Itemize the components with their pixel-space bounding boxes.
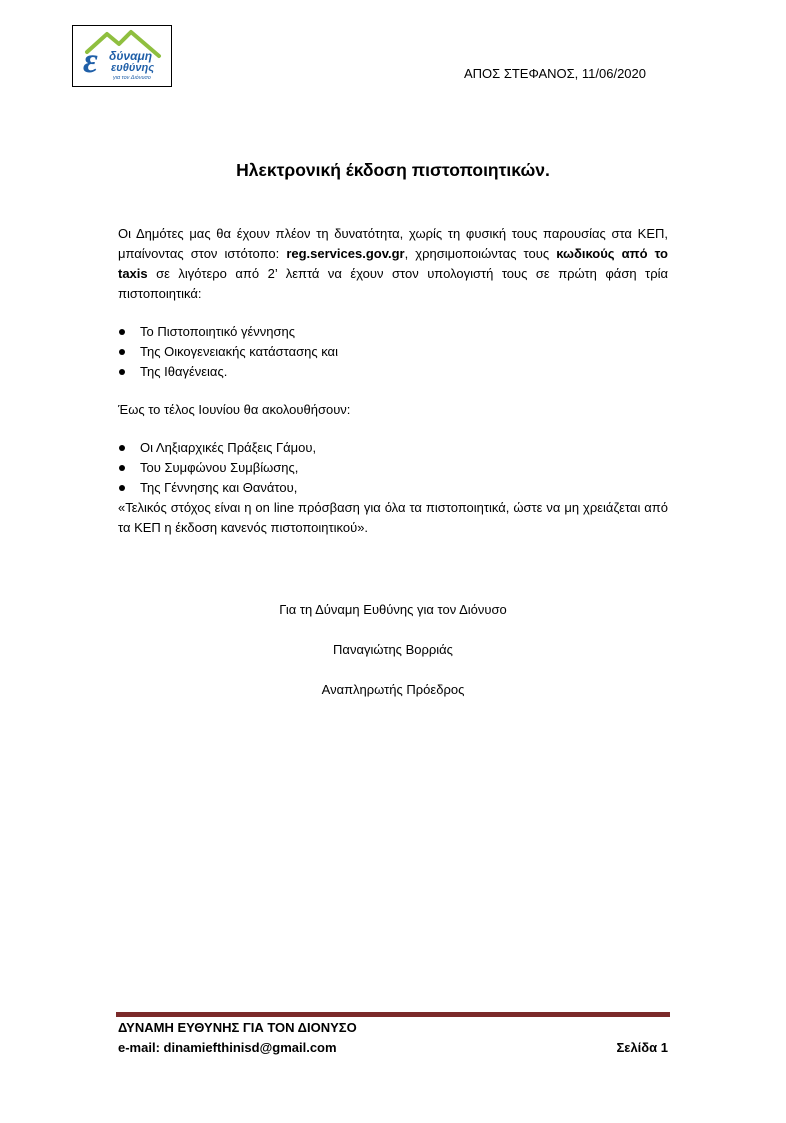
bullet-icon	[119, 369, 125, 375]
list-item: Της Γέννησης και Θανάτου,	[118, 478, 668, 498]
bullet-icon	[119, 349, 125, 355]
signature-name: Παναγιώτης Βορριάς	[333, 642, 453, 657]
until-paragraph: Έως το τέλος Ιουνίου θα ακολουθήσουν:	[118, 402, 351, 417]
footer-email: e-mail: dinamiefthinisd@gmail.com	[118, 1040, 337, 1055]
current-certificates-list	[118, 322, 668, 382]
logo-line-1: δύναμη	[109, 49, 153, 63]
bullet-icon	[119, 465, 125, 471]
list-item: Οι Ληξιαρχικές Πράξεις Γάμου,	[118, 438, 668, 458]
logo-line-3: για τον Διόνυσο	[113, 75, 151, 81]
logo-line-2: ευθύνης	[111, 62, 155, 74]
logo-letter: ε	[83, 40, 98, 80]
taxis-codes: κωδικούς από το taxis	[118, 246, 668, 281]
list-item: Της Ιθαγένειας.	[118, 362, 668, 382]
signature-role: Αναπληρωτής Πρόεδρος	[321, 682, 465, 697]
party-logo	[72, 25, 172, 87]
logo-graphic	[73, 26, 171, 86]
closing-quote: «Τελικός στόχος είναι η on line πρόσβαση για όλα τα πιστοποιητικά, ώστε να μη χρειάζεται από τα ΚΕΠ η έκδοση κανενός πιστοποιητικού».	[118, 500, 668, 535]
website-link: reg.services.gov.gr	[286, 246, 405, 261]
bullet-icon	[119, 485, 125, 491]
page-title: Ηλεκτρονική έκδοση πιστοποιητικών.	[236, 160, 550, 180]
page-number: Σελίδα 1	[616, 1040, 668, 1055]
bullet-icon	[119, 445, 125, 451]
footer-organization: ΔΥΝΑΜΗ ΕΥΘΥΝΗΣ ΓΙΑ ΤΟΝ ΔΙΟΝΥΣΟ	[118, 1020, 357, 1035]
intro-paragraph	[118, 224, 668, 304]
list-item: Το Πιστοποιητικό γέννησης	[118, 322, 668, 342]
header-date: ΑΠΟΣ ΣΤΕΦΑΝΟΣ, 11/06/2020	[464, 66, 646, 81]
intro-text-3: σε λιγότερο από 2’ λεπτά να έχουν στον υπολογιστή τους σε πρώτη φάση τρία πιστοποιητικά:	[118, 266, 668, 301]
intro-text-1: Οι Δημότες μας θα έχουν πλέον τη δυνατότητα, χωρίς τη φυσική τους παρουσίας στα ΚΕΠ, μπαίνοντας στον ιστότοπο:	[118, 226, 668, 261]
list-item: Του Συμφώνου Συμβίωσης,	[118, 458, 668, 478]
intro-text-2: , χρησιμοποιώντας τους	[404, 246, 557, 261]
list-item: Της Οικογενειακής κατάστασης και	[118, 342, 668, 362]
footer-divider	[116, 1012, 670, 1017]
signature-org: Για τη Δύναμη Ευθύνης για τον Διόνυσο	[279, 602, 507, 617]
future-certificates-list	[118, 438, 668, 498]
document-body	[118, 224, 668, 538]
bullet-icon	[119, 329, 125, 335]
